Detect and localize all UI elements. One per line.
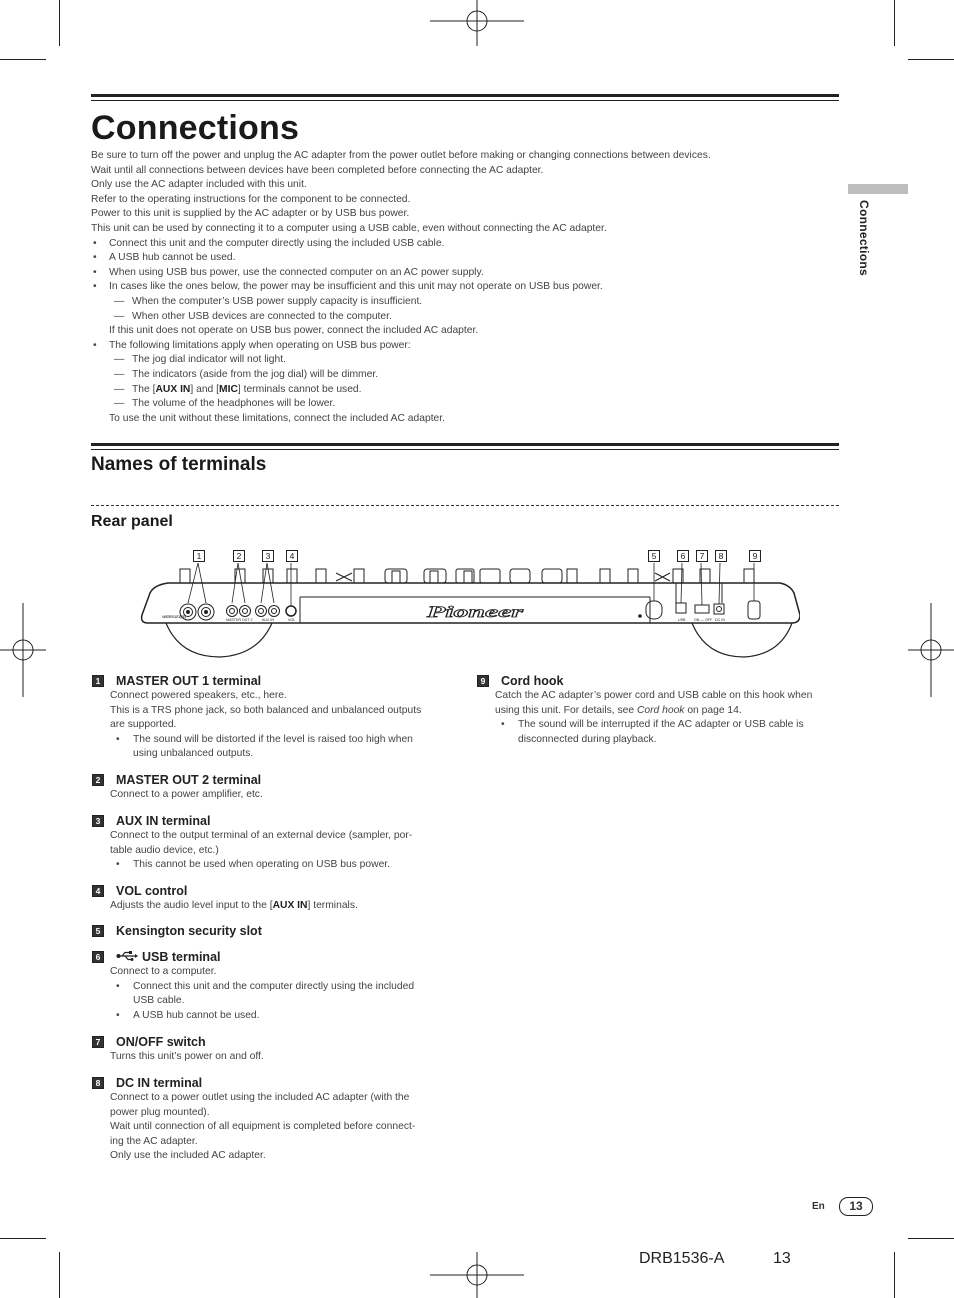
- terminal-item: [92, 923, 442, 939]
- item-body: [110, 829, 442, 873]
- item-title-text: VOL control: [116, 884, 188, 898]
- label-master-out-2: MASTER OUT 2: [226, 618, 253, 622]
- callout-8: 8: [715, 550, 727, 562]
- registration-mark-left: [0, 603, 46, 697]
- bullet-text: using unbalanced outputs.: [133, 748, 254, 760]
- usb-icon: [116, 951, 138, 961]
- item-title: [92, 883, 442, 899]
- item-bullet: [110, 733, 442, 762]
- item-title-text: Kensington security slot: [116, 924, 262, 938]
- item-title: [92, 813, 442, 829]
- item-line: Connect to a power outlet using the included AC adapter (with the: [110, 1092, 410, 1103]
- item-title: [477, 673, 842, 689]
- bullet-item: • When using USB bus power, use the connected computer on an AC power supply.: [91, 266, 831, 281]
- item-title: [92, 772, 442, 788]
- item-line: This is a TRS phone jack, so both balanced and unbalanced outputs: [110, 704, 422, 716]
- dash-item: — The volume of the headphones will be lower.: [91, 397, 831, 412]
- terminal-item: [92, 883, 442, 914]
- terminal-item: [92, 949, 442, 1023]
- side-tab-bar: [848, 184, 908, 194]
- pioneer-logo: Pioneer: [425, 604, 525, 621]
- callout-4: 4: [286, 550, 298, 562]
- bullet-item: • Connect this unit and the computer directly using the included USB cable.: [91, 237, 831, 252]
- crop-mark: [894, 0, 895, 46]
- item-body: [495, 689, 842, 747]
- item-line: Wait until connection of all equipment is completed before connect-: [110, 1121, 416, 1133]
- indent-note: If this unit does not operate on USB bus power, connect the included AC adapter.: [109, 325, 479, 337]
- dash-item: — When other USB devices are connected to the computer.: [91, 310, 831, 325]
- item-line: Only use the included AC adapter.: [110, 1150, 266, 1162]
- item-title-text: MASTER OUT 1 terminal: [116, 674, 262, 688]
- section-heading: Names of terminals: [91, 454, 267, 475]
- callout-9: 9: [749, 550, 761, 562]
- item-title-text: Cord hook: [501, 674, 564, 688]
- bullet-text: USB cable.: [133, 995, 185, 1007]
- text: The [: [132, 383, 156, 395]
- label-usb: USB: [678, 618, 686, 622]
- callout-2: 2: [233, 550, 245, 562]
- item-line: Connect to the output terminal of an external device (sampler, por-: [110, 830, 413, 841]
- bullet-item: • In cases like the ones below, the power may be insufficient and this unit may not operate on USB bus power.: [91, 280, 831, 295]
- rear-panel-illustration: [140, 545, 800, 665]
- item-bullet: • A USB hub cannot be used.: [110, 1009, 442, 1024]
- item-number: 7: [92, 1036, 104, 1048]
- bullet-text: Connect this unit and the computer directly using the included: [133, 980, 415, 992]
- side-tab-label: Connections: [857, 200, 871, 276]
- item-body: [110, 899, 442, 914]
- terminal-item: [92, 772, 442, 803]
- item-number: 6: [92, 951, 104, 963]
- item-line: Catch the AC adapter’s power cord and USB cable on this hook when: [495, 690, 813, 701]
- page-title: Connections: [91, 109, 300, 147]
- cross-reference: Cord hook: [636, 704, 685, 716]
- callout-6: 6: [677, 550, 689, 562]
- callout-5: 5: [648, 550, 660, 562]
- item-line: power plug mounted).: [110, 1106, 210, 1118]
- bold-term: AUX IN: [155, 383, 191, 395]
- language-label: En: [812, 1201, 825, 1212]
- item-body: [110, 689, 442, 762]
- intro-line: Wait until all connections between devices have been completed before connecting the AC adapter.: [91, 164, 544, 176]
- bold-term: MIC: [219, 383, 238, 395]
- terminal-item: [92, 673, 442, 762]
- item-line: table audio device, etc.): [110, 844, 219, 856]
- item-number: 1: [92, 675, 104, 687]
- title-rule: [91, 94, 839, 97]
- crop-mark: [894, 1252, 895, 1298]
- item-title: [92, 673, 442, 689]
- page-number: 13: [839, 1197, 873, 1216]
- label-on-off: ON — OFF: [694, 618, 713, 622]
- item-title: [92, 949, 442, 965]
- item-title-text: MASTER OUT 2 terminal: [116, 773, 262, 787]
- item-body: [110, 965, 442, 1023]
- label-dc-in: DC IN: [715, 618, 725, 622]
- document-page: 13: [773, 1250, 791, 1267]
- dash-item: — When the computer’s USB power supply capacity is insufficient.: [91, 295, 831, 310]
- label-vol: VOL: [288, 618, 296, 622]
- item-line: ing the AC adapter.: [110, 1135, 198, 1147]
- crop-mark: [59, 1252, 60, 1298]
- subsection-heading: Rear panel: [91, 513, 173, 530]
- intro-line: Be sure to turn off the power and unplug the AC adapter from the power outlet before making or changing connections between devices.: [91, 150, 711, 161]
- bullet-text: The sound will be distorted if the level is raised too high when: [133, 733, 413, 745]
- section-rule: [91, 443, 839, 446]
- dash-item: — The jog dial indicator will not light.: [91, 353, 831, 368]
- crop-mark: [908, 59, 954, 60]
- item-title: [92, 1034, 442, 1050]
- crop-mark: [0, 59, 46, 60]
- bullet-item: • A USB hub cannot be used.: [91, 251, 831, 266]
- text: ] terminals cannot be used.: [237, 383, 362, 395]
- item-body: [110, 788, 442, 803]
- intro-line: Power to this unit is supplied by the AC adapter or by USB bus power.: [91, 208, 410, 220]
- text: ] and [: [190, 383, 219, 395]
- intro-line: Only use the AC adapter included with this unit.: [91, 179, 307, 191]
- dash-item: — The indicators (aside from the jog dial) will be dimmer.: [91, 368, 831, 383]
- intro-line: Refer to the operating instructions for the component to be connected.: [91, 193, 411, 205]
- text: ] terminals.: [307, 900, 358, 911]
- crop-mark: [908, 1238, 954, 1239]
- item-body: [110, 1050, 442, 1065]
- terminal-item: [92, 1075, 442, 1164]
- dashed-divider: [91, 505, 839, 506]
- item-bullet: [495, 718, 842, 747]
- terminal-item: [92, 1034, 442, 1065]
- text: on page 14.: [684, 704, 742, 716]
- callout-1: 1: [193, 550, 205, 562]
- intro-text: [91, 149, 831, 426]
- item-number: 5: [92, 925, 104, 937]
- item-line: [110, 899, 442, 914]
- indent-note: To use the unit without these limitations, connect the included AC adapter.: [109, 412, 446, 424]
- title-rule-thin: [91, 100, 839, 101]
- crop-mark: [0, 1238, 46, 1239]
- registration-mark-right: [908, 603, 954, 697]
- document-id: DRB1536-A: [639, 1250, 725, 1267]
- bullet-item: • The following limitations apply when operating on USB bus power:: [91, 339, 831, 354]
- item-title-text: AUX IN terminal: [116, 814, 211, 828]
- item-bullet: [110, 980, 442, 1009]
- section-rule-thin: [91, 449, 839, 450]
- item-line: [495, 704, 842, 719]
- item-title: [92, 1075, 442, 1091]
- text: using this unit. For details, see: [495, 704, 637, 716]
- item-number: 3: [92, 815, 104, 827]
- item-title: [92, 923, 442, 939]
- item-title-text: USB terminal: [142, 950, 221, 964]
- text: Adjusts the audio level input to the [: [110, 900, 273, 911]
- terminal-item: [477, 673, 842, 747]
- callout-3: 3: [262, 550, 274, 562]
- item-line: Connect powered speakers, etc., here.: [110, 690, 287, 701]
- bullet-text: disconnected during playback.: [518, 733, 657, 745]
- label-aux-in: AUX IN: [262, 618, 274, 622]
- item-number: 2: [92, 774, 104, 786]
- registration-mark-top: [430, 0, 524, 46]
- item-title-text: DC IN terminal: [116, 1076, 203, 1090]
- callout-7: 7: [696, 550, 708, 562]
- item-line: Connect to a power amplifier, etc.: [110, 789, 263, 800]
- registration-mark-bottom: [430, 1252, 524, 1298]
- label-master-out-1: MASTER OUT 1 (TRS): [162, 615, 186, 619]
- item-number: 9: [477, 675, 489, 687]
- dash-item: [91, 383, 831, 398]
- item-number: 8: [92, 1077, 104, 1089]
- bold-term: AUX IN: [272, 900, 308, 911]
- item-bullet: • This cannot be used when operating on USB bus power.: [110, 858, 442, 873]
- item-line: are supported.: [110, 719, 177, 731]
- item-line: Connect to a computer.: [110, 966, 217, 977]
- item-line: Turns this unit’s power on and off.: [110, 1051, 264, 1062]
- item-number: 4: [92, 885, 104, 897]
- crop-mark: [59, 0, 60, 46]
- item-body: [110, 1091, 442, 1164]
- bullet-text: The sound will be interrupted if the AC adapter or USB cable is: [518, 719, 804, 731]
- intro-line: This unit can be used by connecting it to a computer using a USB cable, even without connecting the AC adapter.: [91, 222, 607, 234]
- item-title-text: ON/OFF switch: [116, 1035, 206, 1049]
- terminal-item: [92, 813, 442, 873]
